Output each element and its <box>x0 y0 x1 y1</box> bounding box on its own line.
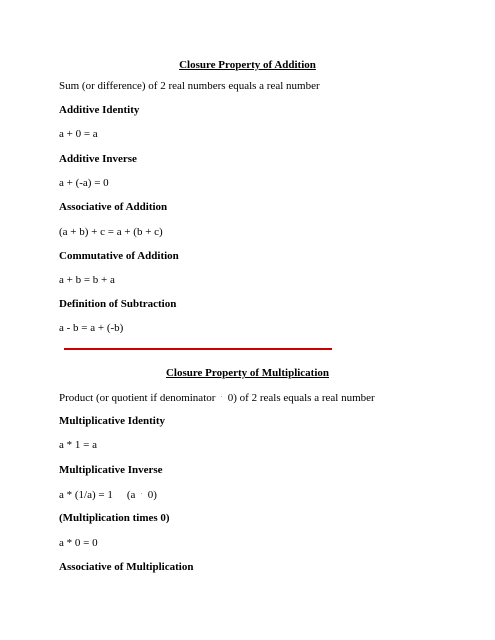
associative-addition-formula: (a + b) + c = a + (b + c) <box>59 226 163 238</box>
not-equal-symbol: · <box>220 393 223 401</box>
commutative-addition-label: Commutative of Addition <box>59 250 179 262</box>
multiplication-closure-text <box>59 391 375 405</box>
times-zero-label: (Multiplication times 0) <box>59 512 170 524</box>
multiplication-closure-part2: 0) of 2 reals equals a real number <box>227 392 375 404</box>
additive-inverse-label: Additive Inverse <box>59 153 137 165</box>
addition-closure-text: Sum (or difference) of 2 real numbers equals a real number <box>59 80 320 92</box>
commutative-addition-formula: a + b = b + a <box>59 274 115 286</box>
addition-heading: Closure Property of Addition <box>179 59 316 71</box>
inverse-condition-part1: (a <box>126 489 136 501</box>
associative-addition-label: Associative of Addition <box>59 201 168 213</box>
multiplicative-identity-label: Multiplicative Identity <box>59 415 166 427</box>
times-zero-formula: a * 0 = 0 <box>59 537 98 549</box>
multiplication-closure-part1: Product (or quotient if denominator <box>59 392 216 404</box>
additive-inverse-formula: a + (-a) = 0 <box>59 177 109 189</box>
definition-subtraction-formula: a - b = a + (-b) <box>59 322 124 334</box>
associative-multiplication-label: Associative of Multiplication <box>59 561 194 573</box>
not-equal-symbol-2: · <box>140 490 143 498</box>
inverse-condition-part2: 0) <box>147 489 157 501</box>
multiplicative-inverse-formula <box>59 488 157 502</box>
multiplicative-inverse-label: Multiplicative Inverse <box>59 464 163 476</box>
section-divider <box>64 348 332 350</box>
definition-subtraction-label: Definition of Subtraction <box>59 298 177 310</box>
multiplicative-identity-formula: a * 1 = a <box>59 439 97 451</box>
multiplication-heading: Closure Property of Multiplication <box>165 367 330 379</box>
additive-identity-label: Additive Identity <box>59 104 140 116</box>
multiplicative-inverse-equation: a * (1/a) = 1 <box>59 489 113 501</box>
additive-identity-formula: a + 0 = a <box>59 128 98 140</box>
